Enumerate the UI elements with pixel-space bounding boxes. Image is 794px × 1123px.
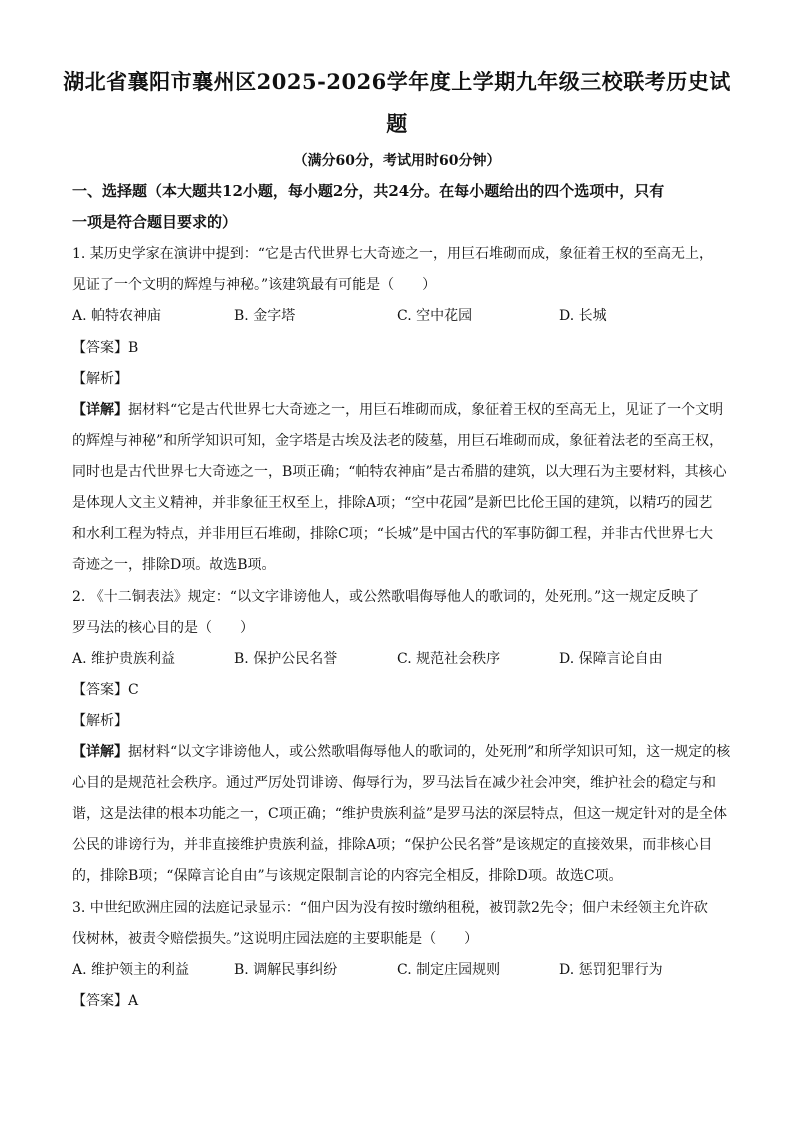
q3-answer: 【答案】A (72, 993, 139, 1009)
q1-detail-tag: 【详解】 (72, 402, 128, 418)
exam-title-line2: 题 (386, 111, 408, 136)
q2-detail-line3: 谐，这是法律的根本功能之一，C项正确；“维护贵族利益”是罗马法的深层特点，但这一规定针对的是全体 (72, 806, 728, 822)
q2-answer: 【答案】C (72, 682, 139, 698)
q3-option-c: C. 制定庄园规则 (397, 962, 501, 978)
exam-title-line1: 湖北省襄阳市襄州区2025-2026学年度上学期九年级三校联考历史试 (63, 69, 731, 94)
q1-answer: 【答案】B (72, 340, 139, 356)
q2-option-b: B. 保护公民名誉 (234, 651, 338, 667)
section-heading-line2: 一项是符合题目要求的） (72, 213, 238, 231)
q1-analysis-label: 【解析】 (72, 371, 128, 387)
q3-option-d: D. 惩罚犯罪行为 (559, 962, 663, 978)
q2-options (72, 649, 732, 669)
q2-detail-text1: 据材料“以文字诽谤他人，或公然歌唱侮辱他人的歌词的，处死刑”和所学知识可知，这一规定的核 (128, 744, 731, 760)
q1-detail-line2: 的辉煌与神秘”和所学知识可知，金字塔是古埃及法老的陵墓，用巨石堆砌而成，象征着法老的至高王权， (72, 433, 724, 449)
q3-option-b: B. 调解民事纠纷 (234, 962, 338, 978)
q1-option-a: A. 帕特农神庙 (72, 308, 162, 324)
q1-detail-line4: 是体现人文主义精神，并非象征王权至上，排除A项；“空中花园”是新巴比伦王国的建筑，以精巧的园艺 (72, 495, 713, 511)
q1-detail-line5: 和水利工程为特点，并非用巨石堆砌，排除C项；“长城”是中国古代的军事防御工程，并非古代世界七大 (72, 526, 714, 542)
q1-option-b: B. 金字塔 (234, 308, 296, 324)
q1-stem-line1: 1. 某历史学家在演讲中提到：“它是古代世界七大奇迹之一，用巨石堆砌而成，象征着王权的至高无上， (72, 246, 713, 262)
q2-detail-line1 (72, 742, 732, 762)
q2-analysis-label: 【解析】 (72, 713, 128, 729)
q2-detail-tag: 【详解】 (72, 744, 128, 760)
q2-detail-line5: 的，排除B项；“保障言论自由”与该规定限制言论的内容完全相反，排除D项。故选C项。 (72, 868, 623, 884)
q1-options (72, 306, 732, 326)
q2-option-d: D. 保障言论自由 (559, 651, 663, 667)
q2-option-c: C. 规范社会秩序 (397, 651, 501, 667)
q3-stem-line2: 伐树林，被责令赔偿损失。”这说明庄园法庭的主要职能是（ ） (72, 931, 479, 947)
q3-option-a: A. 维护领主的利益 (72, 962, 190, 978)
q3-options (72, 960, 732, 980)
q3-stem-line1: 3. 中世纪欧洲庄园的法庭记录显示：“佃户因为没有按时缴纳租税，被罚款2先令；佃户未经领主允许砍 (72, 900, 708, 916)
q1-option-c: C. 空中花园 (397, 308, 473, 324)
q2-option-a: A. 维护贵族利益 (72, 651, 176, 667)
q1-detail-text1: 据材料“它是古代世界七大奇迹之一，用巨石堆砌而成，象征着王权的至高无上，见证了一个文明 (128, 402, 724, 418)
q1-option-d: D. 长城 (559, 308, 607, 324)
q1-detail-line1 (72, 400, 732, 420)
q2-detail-line4: 公民的诽谤行为，并非直接维护贵族利益，排除A项；“保护公民名誉”是该规定的直接效果，而非核心目 (72, 837, 713, 853)
q2-detail-line2: 心目的是规范社会秩序。通过严厉处罚诽谤、侮辱行为，罗马法旨在减少社会冲突，维护社会的稳定与和 (72, 775, 716, 791)
q1-detail-line6: 奇迹之一，排除D项。故选B项。 (72, 557, 276, 573)
q1-stem-line2: 见证了一个文明的辉煌与神秘。”该建筑最有可能是（ ） (72, 277, 437, 293)
q2-stem-line1: 2. 《十二铜表法》规定：“以文字诽谤他人，或公然歌唱侮辱他人的歌词的，处死刑。”这一规定反映了 (72, 589, 700, 605)
q1-detail-line3: 同时也是古代世界七大奇迹之一，B项正确；“帕特农神庙”是古希腊的建筑，以大理石为主要材料，其核心 (72, 464, 727, 480)
q2-stem-line2: 罗马法的核心目的是（ ） (72, 620, 254, 636)
exam-subtitle: （满分60分，考试用时60分钟） (293, 153, 501, 169)
section-heading-line1: 一、选择题（本大题共12小题，每小题2分，共24分。在每小题给出的四个选项中，只有 (72, 182, 665, 200)
